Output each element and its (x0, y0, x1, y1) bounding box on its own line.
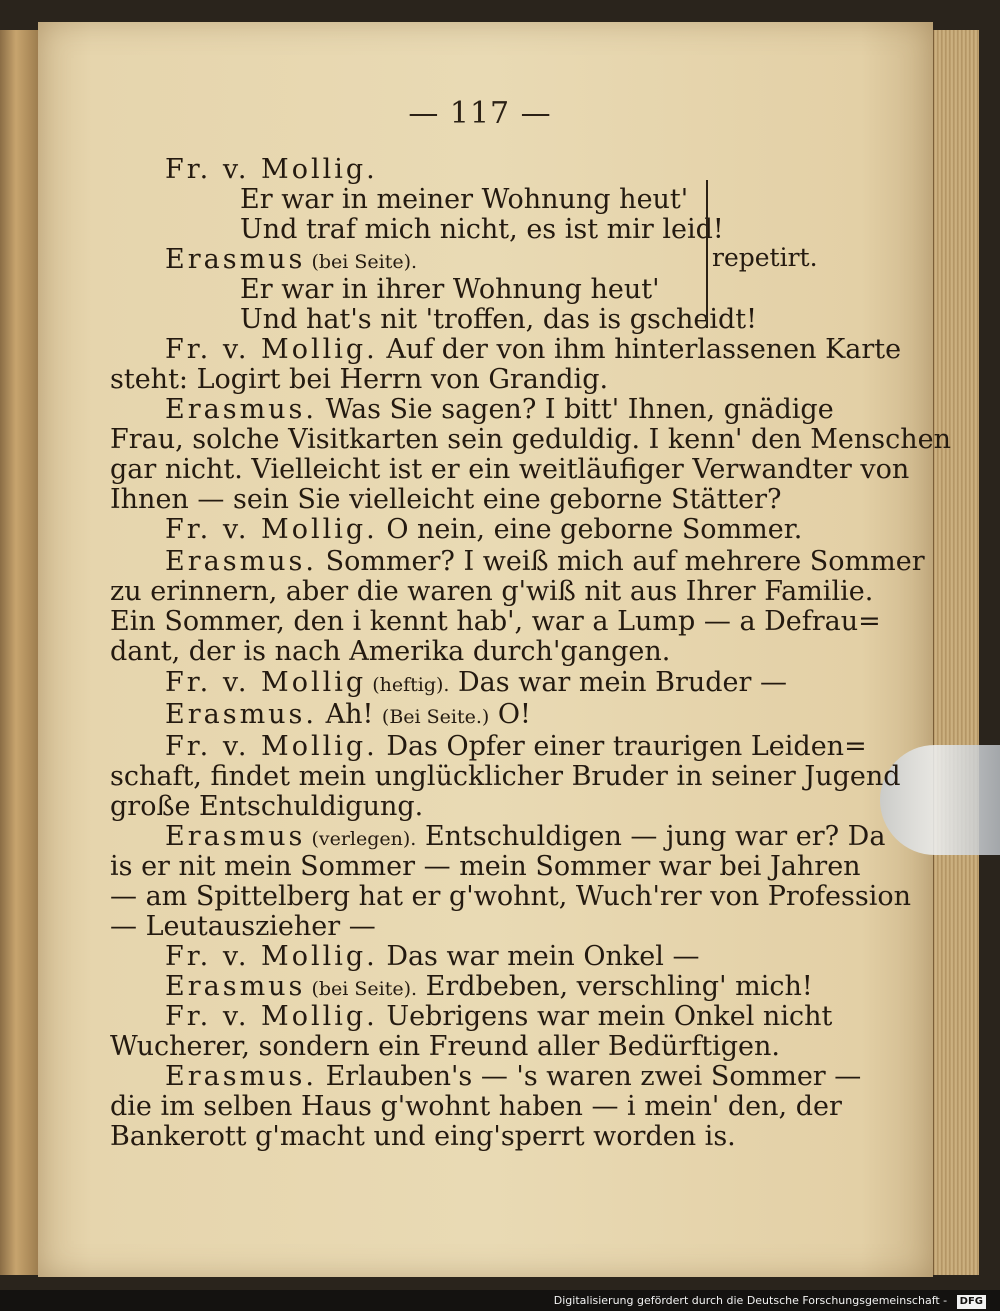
speaker-name: Fr. v. Mollig. (165, 731, 378, 762)
line-text: Und traf mich nicht, es ist mir leid! (240, 214, 724, 245)
repetirt-note: repetirt. (712, 243, 818, 272)
speaker-name: Erasmus. (165, 1061, 317, 1092)
page-number: — 117 — (408, 96, 552, 131)
text-line (110, 577, 873, 607)
speaker-name: Erasmus. (165, 546, 317, 577)
text-line (110, 485, 782, 515)
text-line (110, 637, 670, 667)
text-line (165, 395, 834, 425)
text-line (110, 882, 911, 912)
line-text: Ah! (317, 699, 382, 730)
text-line (110, 365, 608, 395)
speaker-name: Fr. v. Mollig. (165, 154, 378, 185)
text-line (165, 942, 699, 972)
line-text: Uebrigens war mein Onkel nicht (377, 1001, 833, 1032)
line-text: Er war in meiner Wohnung heut' (240, 184, 689, 215)
text-line (240, 275, 660, 305)
speaker-name: Fr. v. Mollig. (165, 334, 378, 365)
text-line (165, 668, 787, 700)
text-line (110, 455, 909, 485)
text-line (165, 700, 531, 732)
text-line (110, 762, 901, 792)
line-text: Frau, solche Visitkarten sein geduldig. I kenn' den Menschen (110, 424, 952, 455)
line-text: große Entschuldigung. (110, 791, 424, 822)
stage-direction: (bei Seite). (305, 251, 418, 273)
line-text: steht: Logirt bei Herrn von Grandig. (110, 364, 609, 395)
text-line (165, 1062, 861, 1092)
line-text: Er war in ihrer Wohnung heut' (240, 274, 660, 305)
text-line (240, 185, 688, 215)
line-text: is er nit mein Sommer — mein Sommer war bei Jahren (110, 851, 861, 882)
text-line (240, 215, 724, 245)
line-text: Was Sie sagen? I bitt' Ihnen, gnädige (317, 394, 834, 425)
line-text: dant, der is nach Amerika durch'gangen. (110, 636, 671, 667)
line-text: Entschuldigen — jung war er? Da (416, 821, 886, 852)
speaker-name: Fr. v. Mollig. (165, 941, 378, 972)
line-text: Und hat's nit 'troffen, das is gscheidt! (240, 304, 757, 335)
stage-direction: (heftig). (366, 674, 450, 696)
speaker-name: Erasmus (165, 971, 306, 1002)
line-text: Erlauben's — 's waren zwei Sommer — (317, 1061, 862, 1092)
speaker-name: Erasmus (165, 821, 306, 852)
line-text: Das war mein Bruder — (449, 667, 787, 698)
line-text: Bankerott g'macht und eing'sperrt worden is. (110, 1121, 736, 1152)
line-text: Erdbeben, verschling' mich! (417, 971, 813, 1002)
stage-direction: (verlegen). (305, 828, 417, 850)
line-text: Ihnen — sein Sie vielleicht eine geborne Stätter? (110, 484, 782, 515)
line-text: — Leutauszieher — (110, 911, 376, 942)
line-text: schaft, findet mein unglücklicher Bruder in seiner Jugend (110, 761, 901, 792)
text-line (110, 912, 376, 942)
text-line (165, 245, 417, 277)
footer-bar (0, 1290, 1000, 1311)
stage-direction: (bei Seite). (305, 978, 418, 1000)
line-text: — am Spittelberg hat er g'wohnt, Wuch'rer von Profession (110, 881, 912, 912)
text-line (165, 1002, 832, 1032)
line-text: O! (489, 699, 531, 730)
text-line (240, 305, 757, 335)
left-page-edge (0, 30, 42, 1275)
speaker-name: Fr. v. Mollig. (165, 1001, 378, 1032)
text-line (165, 335, 901, 365)
line-text: Das Opfer einer traurigen Leiden= (377, 731, 867, 762)
repeat-brace (692, 180, 708, 328)
speaker-name: Erasmus (165, 244, 306, 275)
text-line (110, 425, 951, 455)
text-line (165, 155, 378, 185)
text-line (110, 607, 881, 637)
text-line (165, 972, 813, 1004)
text-line (165, 515, 802, 545)
dfg-logo: DFG (957, 1295, 986, 1309)
speaker-name: Erasmus. (165, 699, 317, 730)
line-text: zu erinnern, aber die waren g'wiß nit aus Ihrer Familie. (110, 576, 874, 607)
text-line (110, 1122, 736, 1152)
speaker-name: Fr. v. Mollig (165, 667, 367, 698)
line-text: Ein Sommer, den i kennt hab', war a Lump — a Defrau= (110, 606, 881, 637)
line-text: Das war mein Onkel — (377, 941, 700, 972)
speaker-name: Fr. v. Mollig. (165, 514, 378, 545)
line-text: Auf der von ihm hinterlassenen Karte (377, 334, 902, 365)
text-line (110, 852, 861, 882)
line-text: gar nicht. Vielleicht ist er ein weitläufiger Verwandter von (110, 454, 910, 485)
speaker-name: Erasmus. (165, 394, 317, 425)
footer-credit: Digitalisierung gefördert durch die Deutsche Forschungsgemeinschaft - (553, 1294, 948, 1307)
line-text: Wucherer, sondern ein Freund aller Bedürftigen. (110, 1031, 780, 1062)
line-text: Sommer? I weiß mich auf mehrere Sommer (317, 546, 925, 577)
line-text: die im selben Haus g'wohnt haben — i mein' den, der (110, 1091, 842, 1122)
stage-direction: (Bei Seite.) (381, 706, 490, 728)
text-line (110, 792, 423, 822)
text-line (110, 1092, 842, 1122)
page-stack-edge (933, 30, 979, 1275)
text-line (165, 547, 925, 577)
text-line (165, 732, 867, 762)
text-line (110, 1032, 780, 1062)
text-line (165, 822, 885, 854)
line-text: O nein, eine geborne Sommer. (377, 514, 803, 545)
